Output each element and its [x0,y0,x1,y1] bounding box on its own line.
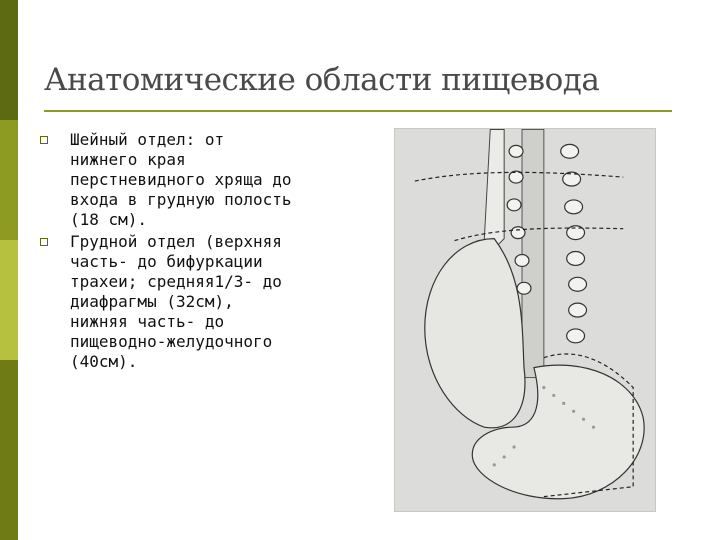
decorative-sidebar [0,0,18,540]
anatomy-illustration [394,128,656,512]
square-bullet-icon [40,136,48,144]
sidebar-band-1 [0,0,18,120]
bullet-text: Грудной отдел (верхняя часть- до бифуркации трахеи; средняя1/3- до диафрагмы (32см), нижняя часть- до пищеводно-желудочного (40см). [70,232,282,371]
bullet-item-cervical [40,130,370,230]
bullet-list [40,130,370,374]
sidebar-band-3 [0,240,18,360]
bullet-item-thoracic [40,232,370,372]
square-bullet-icon [40,238,48,246]
sidebar-band-2 [0,120,18,240]
slide-title: Анатомические области пищевода [44,62,600,98]
bullet-text: Шейный отдел: от нижнего края перстневидного хряща до входа в грудную полость (18 см). [70,130,292,229]
esophagus-diagram-icon [395,129,655,511]
title-divider [44,110,672,112]
sidebar-band-4 [0,360,18,540]
